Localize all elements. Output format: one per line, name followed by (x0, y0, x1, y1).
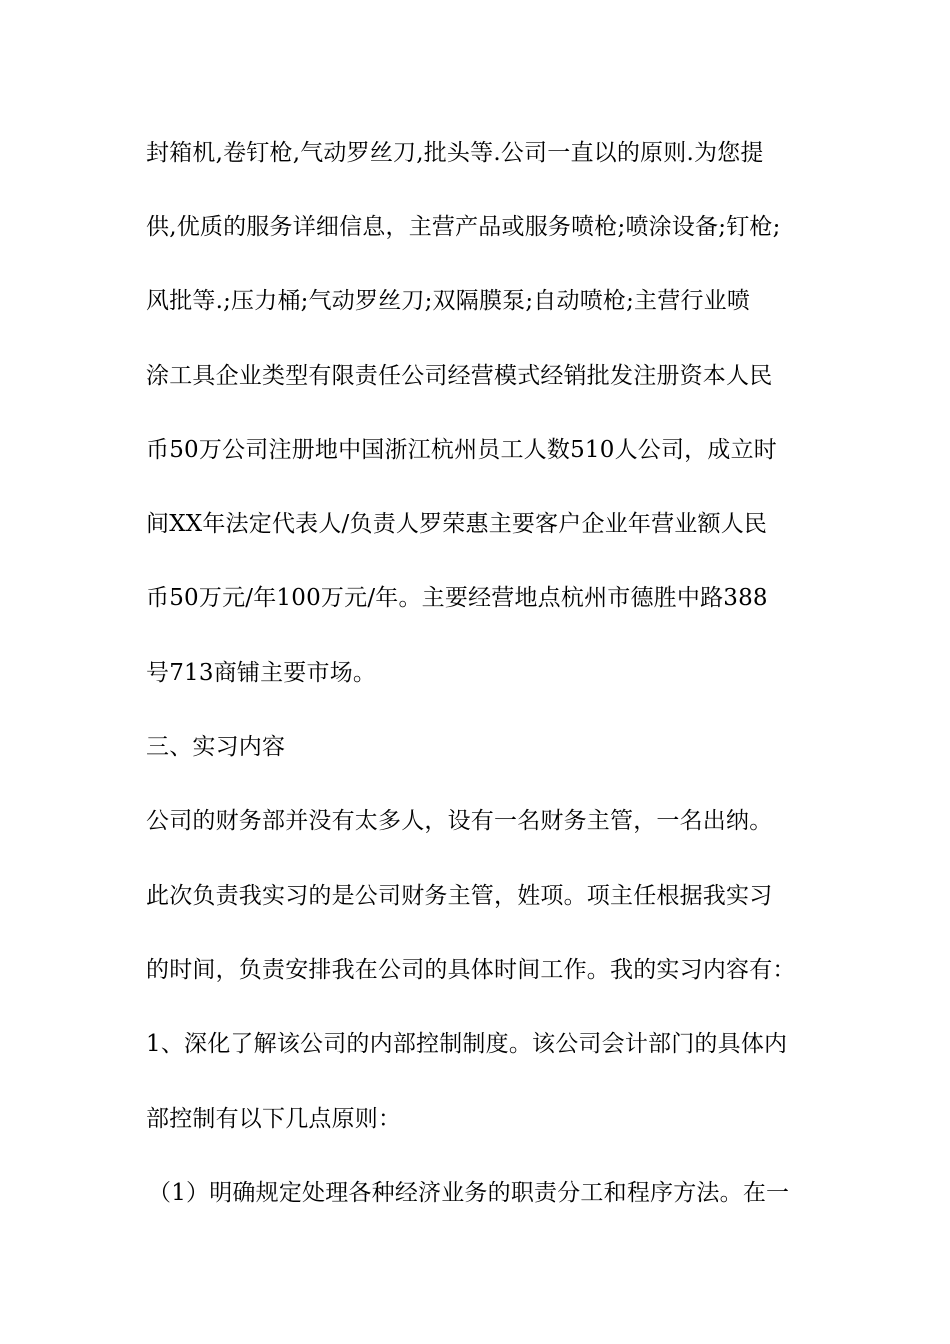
paragraph-line-6: 间XX年法定代表人/负责人罗荣惠主要客户企业年营业额人民 (146, 511, 768, 537)
paragraph-line-10: 公司的财务部并没有太多人，设有一名财务主管，一名出纳。 (146, 808, 773, 834)
paragraph-line-5: 币50万公司注册地中国浙江杭州员工人数510人公司，成立时 (146, 437, 777, 463)
section-heading-internship-content: 三、实习内容 (146, 734, 286, 760)
list-item-1-line-1: 1、深化了解该公司的内部控制制度。该公司会计部门的具体内 (146, 1031, 788, 1057)
list-item-1-line-2: 部控制有以下几点原则： (146, 1106, 402, 1132)
paragraph-line-1: 封箱机,卷钉枪,气动罗丝刀,批头等.公司一直以的原则.为您提 (146, 140, 764, 166)
paragraph-line-2: 供,优质的服务详细信息，主营产品或服务喷枪;喷涂设备;钉枪; (146, 214, 781, 240)
paragraph-line-3: 风批等.;压力桶;气动罗丝刀;双隔膜泵;自动喷枪;主营行业喷 (146, 288, 751, 314)
paragraph-line-11: 此次负责我实习的是公司财务主管，姓项。项主任根据我实习 (146, 883, 773, 909)
paragraph-line-12: 的时间，负责安排我在公司的具体时间工作。我的实习内容有： (146, 957, 796, 983)
paragraph-line-4: 涂工具企业类型有限责任公司经营模式经销批发注册资本人民 (146, 363, 773, 389)
paragraph-line-7: 币50万元/年100万元/年。主要经营地点杭州市德胜中路388 (146, 585, 768, 611)
paragraph-line-8: 号713商铺主要市场。 (146, 660, 377, 686)
sub-item-1-line-1: （1）明确规定处理各种经济业务的职责分工和程序方法。在一 (148, 1180, 790, 1206)
